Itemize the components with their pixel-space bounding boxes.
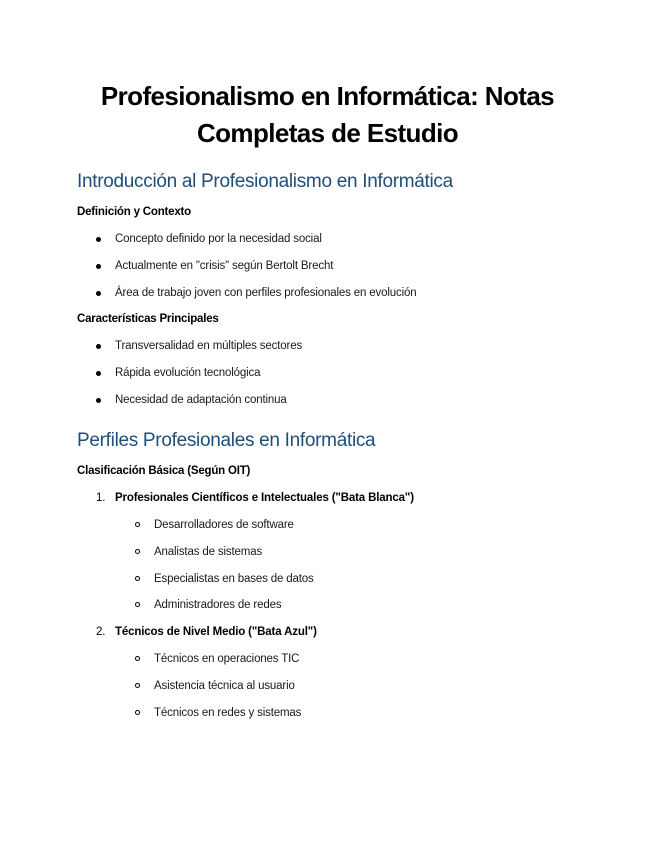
list-item-text: Concepto definido por la necesidad social xyxy=(115,233,322,245)
subheading-definicion: Definición y Contexto xyxy=(77,206,192,218)
sub-list-item-text: Analistas de sistemas xyxy=(154,546,263,558)
sub-list-item-text: Técnicos en redes y sistemas xyxy=(154,707,302,719)
sub-list-item-text: Asistencia técnica al usuario xyxy=(154,680,295,692)
list-number: 2. xyxy=(96,626,106,638)
bullet-icon xyxy=(96,371,101,376)
sub-list-item-text: Técnicos en operaciones TIC xyxy=(154,653,300,665)
section-heading-perfiles: Perfiles Profesionales en Informática xyxy=(77,430,376,451)
circle-bullet-icon xyxy=(135,602,140,607)
document-title xyxy=(40,78,615,152)
circle-bullet-icon xyxy=(135,656,140,661)
list-item-text: Actualmente en "crisis" según Bertolt Brecht xyxy=(115,260,334,272)
bullet-icon xyxy=(96,398,101,403)
sub-list-item-text: Administradores de redes xyxy=(154,599,282,611)
bullet-icon xyxy=(96,291,101,296)
title-line-1: Profesionalismo en Informática: Notas xyxy=(100,81,555,111)
circle-bullet-icon xyxy=(135,710,140,715)
subheading-clasificacion: Clasificación Básica (Según OIT) xyxy=(77,465,251,477)
subheading-caracteristicas: Características Principales xyxy=(77,313,219,325)
circle-bullet-icon xyxy=(135,576,140,581)
list-item-text: Necesidad de adaptación continua xyxy=(115,394,287,406)
numbered-item-label: Técnicos de Nivel Medio ("Bata Azul") xyxy=(115,626,317,638)
bullet-icon xyxy=(96,344,101,349)
numbered-item-label: Profesionales Científicos e Intelectuales ("Bata Blanca") xyxy=(115,492,414,504)
sub-list-item-text: Especialistas en bases de datos xyxy=(154,573,314,585)
list-item-text: Transversalidad en múltiples sectores xyxy=(115,340,303,352)
bullet-icon xyxy=(96,264,101,269)
list-item-text: Área de trabajo joven con perfiles profesionales en evolución xyxy=(115,287,417,299)
bullet-icon xyxy=(96,237,101,242)
title-line-2: Completas de Estudio xyxy=(196,118,459,148)
circle-bullet-icon xyxy=(135,683,140,688)
list-number: 1. xyxy=(96,492,106,504)
section-heading-introduccion: Introducción al Profesionalismo en Informática xyxy=(77,171,453,192)
circle-bullet-icon xyxy=(135,522,140,527)
circle-bullet-icon xyxy=(135,549,140,554)
sub-list-item-text: Desarrolladores de software xyxy=(154,519,294,531)
list-item-text: Rápida evolución tecnológica xyxy=(115,367,261,379)
